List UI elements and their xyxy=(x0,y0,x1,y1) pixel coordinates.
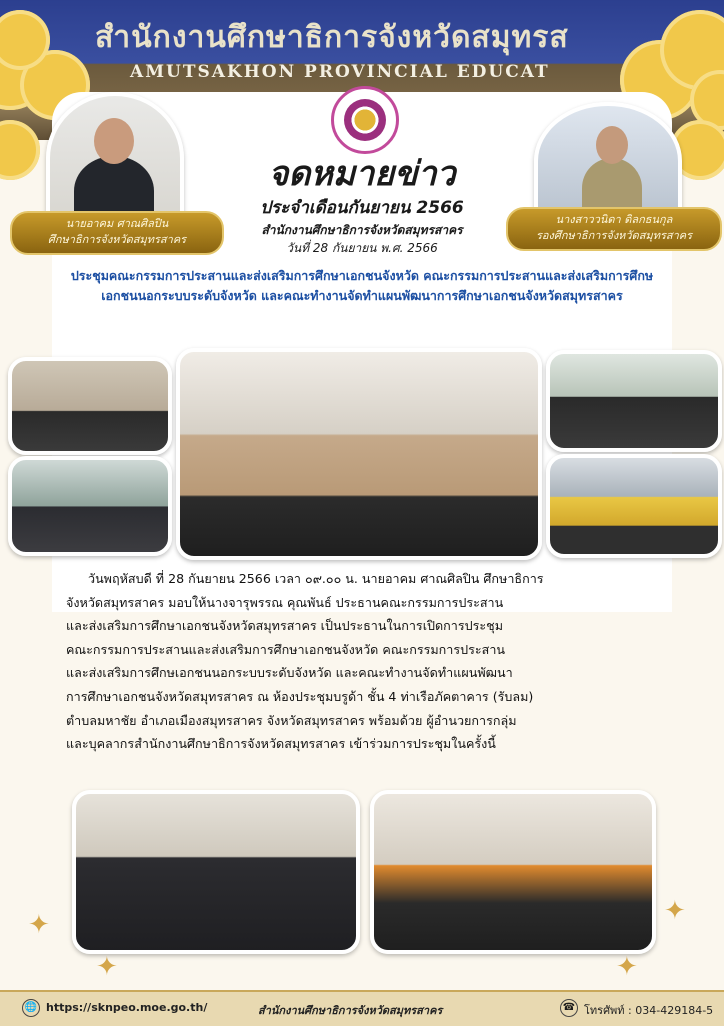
building-sign: สำนักงานศึกษาธิการจังหวัดสมุทรส xyxy=(95,20,569,55)
body-line: จังหวัดสมุทรสาคร มอบให้นางจารุพรรณ คุณพันธ์ ประธานคณะกรรมการประสาน xyxy=(66,594,504,610)
star-ornament: ✦ xyxy=(616,952,638,982)
photo-meeting-left-top xyxy=(8,357,172,455)
right-person-name: นางสาววนิดา ดิลกธนกุล xyxy=(555,213,673,226)
footer-bar xyxy=(0,990,724,1026)
photo-meeting-right-top xyxy=(546,350,722,452)
seal-emblem xyxy=(331,86,399,154)
phone-icon: ☎ xyxy=(560,999,578,1017)
photo-registration-right xyxy=(370,790,656,954)
left-person-position: ศึกษาธิการจังหวัดสมุทรสาคร xyxy=(47,233,187,246)
body-line: และส่งเสริมการศึกษเอกชนนอกระบบระดับจังหวัด และคณะทำงานจัดทำแผนพัฒนา xyxy=(66,665,513,681)
footer-phone: โทรศัพท์ : 034-429184-5 xyxy=(584,1004,714,1017)
newsletter-title: จดหมายข่าว xyxy=(268,154,456,194)
body-line: การศึกษาเอกชนจังหวัดสมุทรสาคร ณ ห้องประชุมบรูด้า ชั้น 4 ท่าเรือภัคตาคาร (รับลม) xyxy=(66,688,534,704)
footer-org: สำนักงานศึกษาธิการจังหวัดสมุทรสาคร xyxy=(258,1004,443,1017)
footer-website[interactable]: https://sknpeo.moe.go.th/ xyxy=(46,1001,208,1014)
globe-icon: 🌐 xyxy=(22,999,40,1017)
right-person-position: รองศึกษาธิการจังหวัดสมุทรสาคร xyxy=(535,229,693,242)
body-line: คณะกรรมการประสานและส่งเสริมการศึกษาเอกชนจังหวัด คณะกรรมการประสาน xyxy=(66,641,506,657)
body-line: และส่งเสริมการศึกษาเอกชนจังหวัดสมุทรสาคร เป็นประธานในการเปิดการประชุม xyxy=(66,618,504,634)
star-ornament: ✦ xyxy=(664,896,686,926)
photo-meeting-main xyxy=(176,348,542,560)
news-headline: ประชุมคณะกรรมการประสานและส่งเสริมการศึกษาเอกชนจังหวัด คณะกรรมการประสานและส่งเสริมการศึกษเอกชนนอกระบบระดับจังหวัด และคณะทำงานจัดทำแผนพัฒนาการศึกษาเอกชนจังหวัดสมุทรสาคร xyxy=(70,268,654,303)
body-line: วันพฤหัสบดี ที่ 28 กันยายน 2566 เวลา ๐๙.๐๐ น. นายอาคม ศาณศิลปิน ศึกษาธิการ xyxy=(88,571,544,586)
newsletter-date: วันที่ 28 กันยายน พ.ศ. 2566 xyxy=(286,241,438,255)
newsletter-org: สำนักงานศึกษาธิการจังหวัดสมุทรสาคร xyxy=(261,223,463,237)
body-line: และบุคลากรสำนักงานศึกษาธิการจังหวัดสมุทรสาคร เข้าร่วมการประชุมในครั้งนี้ xyxy=(66,736,496,752)
photo-meeting-left-bottom xyxy=(8,456,172,556)
building-sign-en: AMUTSAKHON PROVINCIAL EDUCAT xyxy=(130,62,550,82)
star-ornament: ✦ xyxy=(96,952,118,982)
newsletter-month: ประจำเดือนกันยายน 2566 xyxy=(260,198,464,218)
body-line: ตำบลมหาชัย อำเภอเมืองสมุทรสาคร จังหวัดสมุทรสาคร พร้อมด้วย ผู้อำนวยการกลุ่ม xyxy=(66,712,517,728)
news-body xyxy=(66,567,666,756)
star-ornament: ✦ xyxy=(28,910,50,940)
photo-meeting-right-bottom xyxy=(546,454,722,558)
left-person-name: นายอาคม ศาณศิลปิน xyxy=(65,217,169,230)
photo-attendees-left xyxy=(72,790,360,954)
